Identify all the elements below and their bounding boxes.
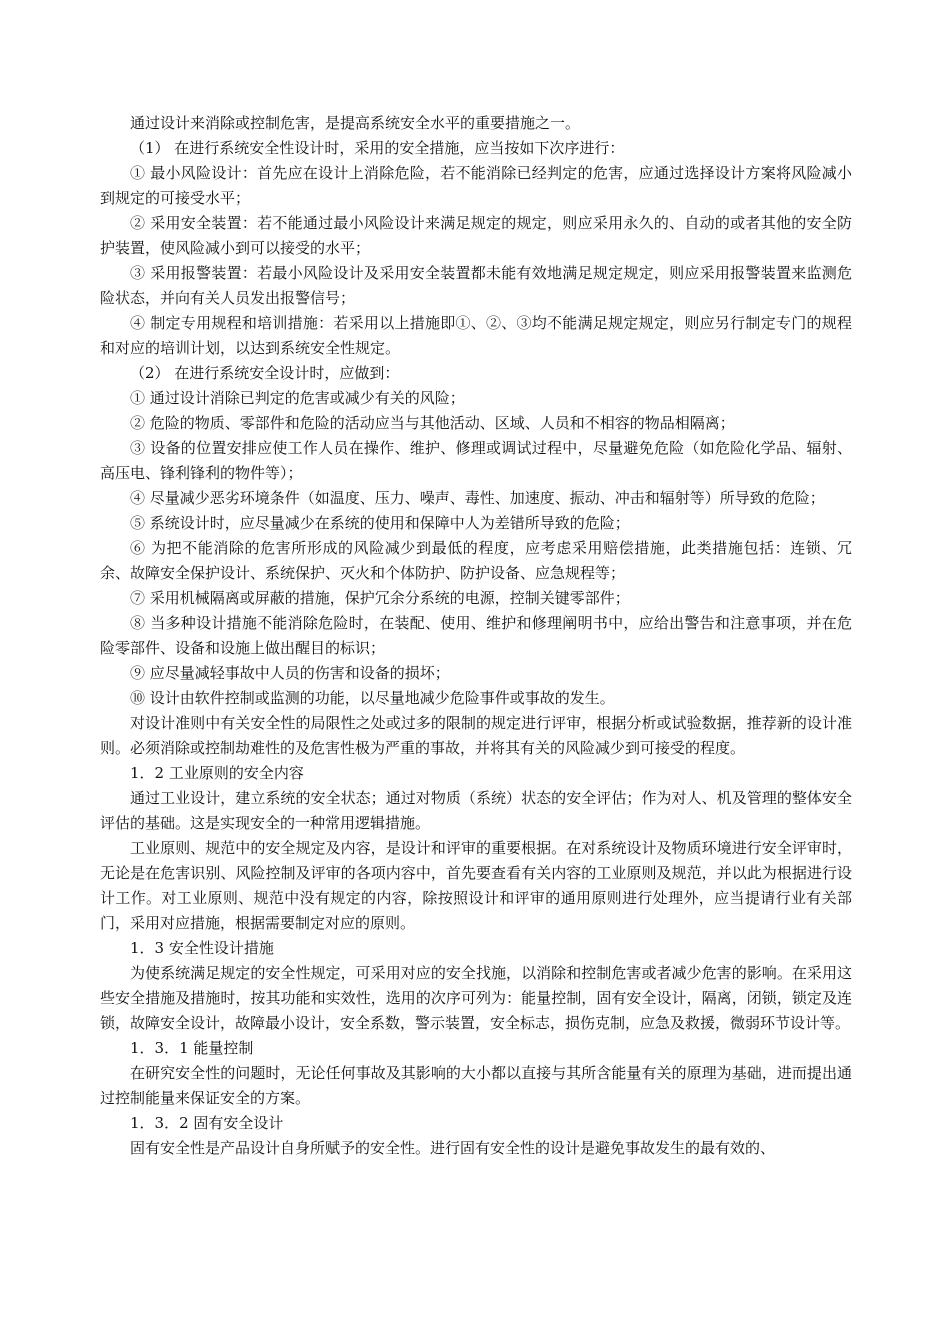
list-item: ③ 采用报警装置：若最小风险设计及采用安全装置都未能有效地满足规定规定，则应采用报警装置来监测危险状态，并向有关人员发出报警信号；: [100, 264, 852, 307]
section-heading-1-3: 1．3 安全性设计措施: [130, 939, 274, 957]
list-item: ⑨ 应尽量减轻事故中人员的伤害和设备的损坏；: [130, 664, 450, 682]
body-paragraph: 在研究安全性的问题时，无论任何事故及其影响的大小都以直接与其所含能量有关的原理为基础，进而提出通过控制能量来保证安全的方案。: [100, 1064, 852, 1107]
subsection-2-heading: （2） 在进行系统安全设计时，应做到：: [130, 364, 400, 382]
paragraph-intro: 通过设计来消除或控制危害，是提高系统安全水平的重要措施之一。: [130, 114, 581, 132]
body-paragraph: 工业原则、规范中的安全规定及内容，是设计和评审的重要根据。在对系统设计及物质环境进行安全评审时，无论是在危害识别、风险控制及评审的各项内容中，首先要查看有关内容的工业原则及规范，并以此为根据进行设计工作。对工业原则、规范中没有规定的内容，除按照设计和评审的通用原则进行处理外，应当提请行业有关部门，采用对应措施，根据需要制定对应的原则。: [100, 839, 852, 932]
list-item: ⑩ 设计由软件控制或监测的功能，以尽量地减少危险事件或事故的发生。: [130, 689, 615, 707]
list-item: ⑦ 采用机械隔离或屏蔽的措施，保护冗余分系统的电源，控制关键零部件；: [130, 589, 630, 607]
section-heading-1-3-2: 1．3．2 固有安全设计: [130, 1114, 284, 1132]
section-heading-1-2: 1．2 工业原则的安全内容: [130, 764, 304, 782]
list-item: ⑧ 当多种设计措施不能消除危险时，在装配、使用、维护和修理阐明书中，应给出警告和注意事项，并在危险零部件、设备和设施上做出醒目的标识；: [100, 614, 852, 657]
body-paragraph: 为使系统满足规定的安全性规定，可采用对应的安全找施，以消除和控制危害或者减少危害的影响。在采用这些安全措施及措施时，按其功能和实效性，选用的次序可列为：能量控制，固有安全设计，隔离，闭锁，锁定及连锁，故障安全设计，故障最小设计，安全系数，警示装置，安全标志，损伤克制，应急及救援，微弱环节设计等。: [100, 964, 852, 1032]
list-item: ④ 尽量减少恶劣环境条件（如温度、压力、噪声、毒性、加速度、振动、冲击和辐射等）所导致的危险；: [130, 489, 825, 507]
list-item: ① 最小风险设计：首先应在设计上消除危险，若不能消除已经判定的危害，应通过选择设计方案将风险减小到规定的可接受水平；: [100, 164, 852, 207]
list-item: ④ 制定专用规程和培训措施：若采用以上措施即①、②、③均不能满足规定规定，则应另行制定专门的规程和对应的培训计划，以达到系统安全性规定。: [100, 314, 852, 357]
subsection-1-heading: （1） 在进行系统安全性设计时，采用的安全措施，应当按如下次序进行：: [130, 139, 625, 157]
body-paragraph: 通过工业设计，建立系统的安全状态；通过对物质（系统）状态的安全评估；作为对人、机及管理的整体安全评估的基础。这是实现安全的一种常用逻辑措施。: [100, 789, 852, 832]
list-item: ③ 设备的位置安排应使工作人员在操作、维护、修理或调试过程中，尽量避免危险（如危险化学品、辐射、高压电、锋利锋利的物件等）；: [100, 439, 852, 482]
list-item: ⑤ 系统设计时，应尽量减少在系统的使用和保障中人为差错所导致的危险；: [130, 514, 630, 532]
list-item: ① 通过设计消除已判定的危害或减少有关的风险；: [130, 389, 465, 407]
list-item: ② 采用安全装置：若不能通过最小风险设计来满足规定的规定，则应采用永久的、自动的或者其他的安全防护装置，使风险减小到可以接受的水平；: [100, 214, 852, 257]
section-heading-1-3-1: 1．3．1 能量控制: [130, 1039, 254, 1057]
body-paragraph: 固有安全性是产品设计自身所赋予的安全性。进行固有安全性的设计是避免事故发生的最有效的、: [130, 1139, 776, 1157]
document-page: [100, 111, 852, 1161]
list-item: ② 危险的物质、零部件和危险的活动应当与其他活动、区域、人员和不相容的物品相隔离；: [130, 414, 735, 432]
body-paragraph: 对设计准则中有关安全性的局限性之处或过多的限制的规定进行评审，根据分析或试验数据，推荐新的设计准则。必须消除或控制劫难性的及危害性极为严重的事故，并将其有关的风险减少到可接受的程度。: [100, 714, 852, 757]
list-item: ⑥ 为把不能消除的危害所形成的风险减少到最低的程度，应考虑采用赔偿措施，此类措施包括：连锁、冗余、故障安全保护设计、系统保护、灭火和个体防护、防护设备、应急规程等；: [100, 539, 852, 582]
